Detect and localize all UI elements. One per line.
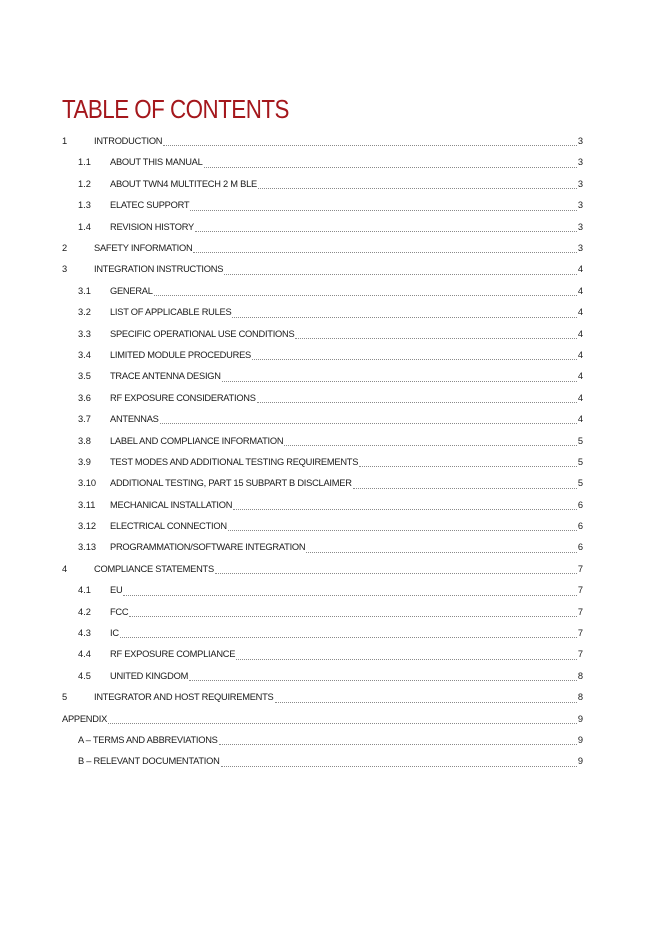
- toc-entry-number: 4: [62, 563, 68, 574]
- dot-leader: [160, 422, 577, 424]
- toc-entry-page-number: 5: [577, 478, 583, 489]
- dot-leader: [258, 187, 577, 189]
- toc-entry-number: 4.3: [78, 628, 91, 639]
- toc-entry[interactable]: [62, 302, 583, 323]
- toc-entry-number: 4.1: [78, 585, 91, 596]
- toc-entry-number: 3.10: [78, 478, 97, 489]
- toc-entry[interactable]: [62, 580, 583, 601]
- toc-entry-label[interactable]: ANTENNAS: [110, 414, 159, 425]
- toc-entry-page-number: 8: [577, 670, 583, 681]
- dot-leader: [224, 273, 577, 275]
- toc-entry-page-number: 7: [577, 649, 583, 660]
- dot-leader: [120, 636, 577, 638]
- dot-leader: [252, 358, 577, 360]
- toc-entry-number: 3.3: [78, 328, 91, 339]
- toc-entry-page-number: 3: [577, 178, 583, 189]
- toc-entry-page-number: 4: [577, 285, 583, 296]
- dot-leader: [275, 701, 577, 703]
- toc-entry[interactable]: [62, 623, 583, 644]
- toc-entry-page-number: 7: [577, 585, 583, 596]
- toc-entry-label[interactable]: TEST MODES AND ADDITIONAL TESTING REQUIREMENTS: [110, 456, 359, 467]
- toc-entry[interactable]: [62, 730, 583, 751]
- toc-entry-page-number: 3: [577, 243, 583, 253]
- toc-entry-number: 3.5: [78, 371, 91, 382]
- toc-entry[interactable]: [62, 324, 583, 345]
- toc-entry-number: 3.13: [78, 542, 97, 553]
- toc-entry-page-number: 4: [577, 264, 583, 275]
- toc-entry-page-number: 4: [577, 392, 583, 403]
- toc-entry-page-number: 4: [577, 328, 583, 339]
- dot-leader: [204, 166, 577, 168]
- toc-entry-page-number: 9: [577, 734, 583, 745]
- dot-leader: [221, 765, 577, 767]
- toc-entry[interactable]: [62, 217, 583, 238]
- toc-entry-page-number: 6: [577, 521, 583, 532]
- toc-entry-label[interactable]: GENERAL: [110, 285, 153, 296]
- toc-entry-number: 3: [62, 264, 68, 275]
- toc-entry[interactable]: [62, 345, 583, 366]
- toc-entry-page-number: 6: [577, 542, 583, 553]
- toc-entry[interactable]: [62, 430, 583, 451]
- toc-entry-page-number: 3: [577, 200, 583, 211]
- toc-entry-number: 4.2: [78, 606, 91, 617]
- toc-entry-page-number: 4: [577, 414, 583, 425]
- toc-entry-label[interactable]: ABOUT TWN4 MULTITECH 2 M BLE: [110, 178, 257, 189]
- toc-entry-label[interactable]: ELECTRICAL CONNECTION: [110, 521, 227, 532]
- toc-entry-label[interactable]: LIST OF APPLICABLE RULES: [110, 307, 232, 318]
- table-of-contents: [62, 131, 583, 773]
- toc-entry-label[interactable]: IC: [110, 628, 119, 639]
- dot-leader: [195, 230, 577, 232]
- toc-entry[interactable]: [62, 174, 583, 195]
- toc-entry-page-number: 9: [577, 713, 583, 724]
- toc-entry[interactable]: [62, 751, 583, 772]
- toc-entry-label[interactable]: SAFETY INFORMATION: [94, 243, 193, 253]
- toc-entry-number: 3.11: [78, 499, 96, 510]
- toc-entry[interactable]: [62, 409, 583, 430]
- toc-entry[interactable]: [62, 152, 583, 173]
- dot-leader: [295, 337, 576, 339]
- toc-entry-page-number: 7: [577, 563, 583, 574]
- toc-entry-page-number: 4: [577, 349, 583, 360]
- toc-entry[interactable]: [62, 259, 583, 280]
- toc-entry[interactable]: [62, 602, 583, 623]
- dot-leader: [129, 615, 576, 617]
- toc-entry-label[interactable]: APPENDIX: [62, 713, 108, 724]
- toc-entry-number: 2: [62, 243, 68, 253]
- toc-entry-number: 4.4: [78, 649, 91, 660]
- toc-entry[interactable]: [62, 516, 583, 537]
- toc-entry-number: 1: [62, 136, 68, 147]
- dot-leader: [108, 722, 577, 724]
- toc-entry-label[interactable]: MECHANICAL INSTALLATION: [110, 499, 233, 510]
- dot-leader: [163, 144, 577, 146]
- toc-entry[interactable]: [62, 281, 583, 302]
- dot-leader: [154, 294, 577, 296]
- toc-entry-number: 1.3: [78, 200, 91, 211]
- toc-entry-label[interactable]: SPECIFIC OPERATIONAL USE CONDITIONS: [110, 328, 295, 339]
- toc-entry[interactable]: [62, 666, 583, 687]
- toc-entry-label[interactable]: TRACE ANTENNA DESIGN: [110, 371, 221, 382]
- toc-entry-number: 3.4: [78, 349, 91, 360]
- toc-entry-label[interactable]: INTRODUCTION: [94, 136, 163, 147]
- dot-leader: [236, 658, 577, 660]
- toc-entry-number: 3.8: [78, 435, 91, 446]
- toc-entry-number: 3.7: [78, 414, 91, 425]
- toc-entry-number: 1.2: [78, 178, 91, 189]
- toc-entry[interactable]: [62, 195, 583, 216]
- dot-leader: [228, 529, 577, 531]
- toc-entry-number: 1.4: [78, 221, 91, 232]
- dot-leader: [359, 465, 577, 467]
- toc-entry-page-number: 4: [577, 371, 583, 382]
- toc-entry-page-number: 7: [577, 628, 583, 639]
- toc-entry[interactable]: [62, 388, 583, 409]
- dot-leader: [215, 572, 577, 574]
- dot-leader: [190, 209, 576, 211]
- dot-leader: [219, 743, 577, 745]
- toc-entry[interactable]: [62, 644, 583, 665]
- toc-entry-number: 3.12: [78, 521, 97, 532]
- toc-entry-label[interactable]: REVISION HISTORY: [110, 221, 194, 232]
- toc-entry-label[interactable]: FCC: [110, 606, 129, 617]
- toc-entry[interactable]: [62, 452, 583, 473]
- toc-entry-label[interactable]: COMPLIANCE STATEMENTS: [94, 563, 214, 574]
- toc-entry-label[interactable]: ADDITIONAL TESTING, PART 15 SUBPART B DISCLAIMER: [110, 478, 352, 489]
- toc-entry-number: 4.5: [78, 670, 91, 681]
- dot-leader: [193, 251, 576, 253]
- dot-leader: [232, 316, 576, 318]
- dot-leader: [257, 401, 577, 403]
- toc-entry[interactable]: [62, 473, 583, 494]
- toc-entry-number: 1.1: [78, 157, 91, 168]
- toc-entry-number: 3.2: [78, 307, 91, 318]
- toc-entry-page-number: 9: [577, 756, 583, 767]
- toc-entry-label[interactable]: EU: [110, 585, 123, 596]
- dot-leader: [123, 594, 576, 596]
- toc-entry-label[interactable]: LABEL AND COMPLIANCE INFORMATION: [110, 435, 284, 446]
- dot-leader: [189, 679, 577, 681]
- dot-leader: [233, 508, 577, 510]
- toc-entry-label[interactable]: UNITED KINGDOM: [110, 670, 189, 681]
- toc-entry-page-number: 8: [577, 692, 583, 703]
- dot-leader: [353, 487, 577, 489]
- toc-entry-label[interactable]: RF EXPOSURE CONSIDERATIONS: [110, 392, 256, 403]
- toc-entry-label[interactable]: B – RELEVANT DOCUMENTATION: [78, 756, 220, 767]
- toc-entry-page-number: 3: [577, 157, 583, 168]
- toc-entry-label[interactable]: INTEGRATION INSTRUCTIONS: [94, 264, 224, 275]
- toc-entry-label[interactable]: ABOUT THIS MANUAL: [110, 157, 203, 168]
- dot-leader: [222, 380, 577, 382]
- toc-entry[interactable]: [62, 366, 583, 387]
- toc-entry[interactable]: [62, 238, 583, 259]
- toc-entry-label[interactable]: ELATEC SUPPORT: [110, 200, 190, 211]
- toc-entry-label[interactable]: PROGRAMMATION/SOFTWARE INTEGRATION: [110, 542, 306, 553]
- toc-entry[interactable]: [62, 559, 583, 580]
- toc-entry[interactable]: [62, 709, 583, 730]
- toc-title: TABLE OF CONTENTS: [62, 94, 289, 124]
- toc-entry-label[interactable]: RF EXPOSURE COMPLIANCE: [110, 649, 236, 660]
- toc-entry-page-number: 3: [577, 221, 583, 232]
- toc-entry[interactable]: [62, 537, 583, 558]
- toc-entry-page-number: 6: [577, 499, 583, 510]
- dot-leader: [284, 444, 577, 446]
- toc-entry-number: 3.9: [78, 456, 91, 467]
- toc-entry-page-number: 4: [577, 307, 583, 318]
- toc-entry-number: 3.6: [78, 392, 91, 403]
- toc-entry-number: 3.1: [78, 285, 91, 296]
- toc-entry[interactable]: [62, 495, 583, 516]
- toc-entry-page-number: 5: [577, 456, 583, 467]
- toc-entry-number: 5: [62, 692, 68, 703]
- toc-entry[interactable]: [62, 687, 583, 708]
- toc-entry-page-number: 5: [577, 435, 583, 446]
- toc-entry[interactable]: [62, 131, 583, 152]
- toc-entry-label[interactable]: INTEGRATOR AND HOST REQUIREMENTS: [94, 692, 274, 703]
- dot-leader: [306, 551, 576, 553]
- toc-entry-label[interactable]: LIMITED MODULE PROCEDURES: [110, 349, 251, 360]
- toc-entry-label[interactable]: A – TERMS AND ABBREVIATIONS: [78, 734, 218, 745]
- toc-entry-page-number: 7: [577, 606, 583, 617]
- toc-entry-page-number: 3: [577, 136, 583, 147]
